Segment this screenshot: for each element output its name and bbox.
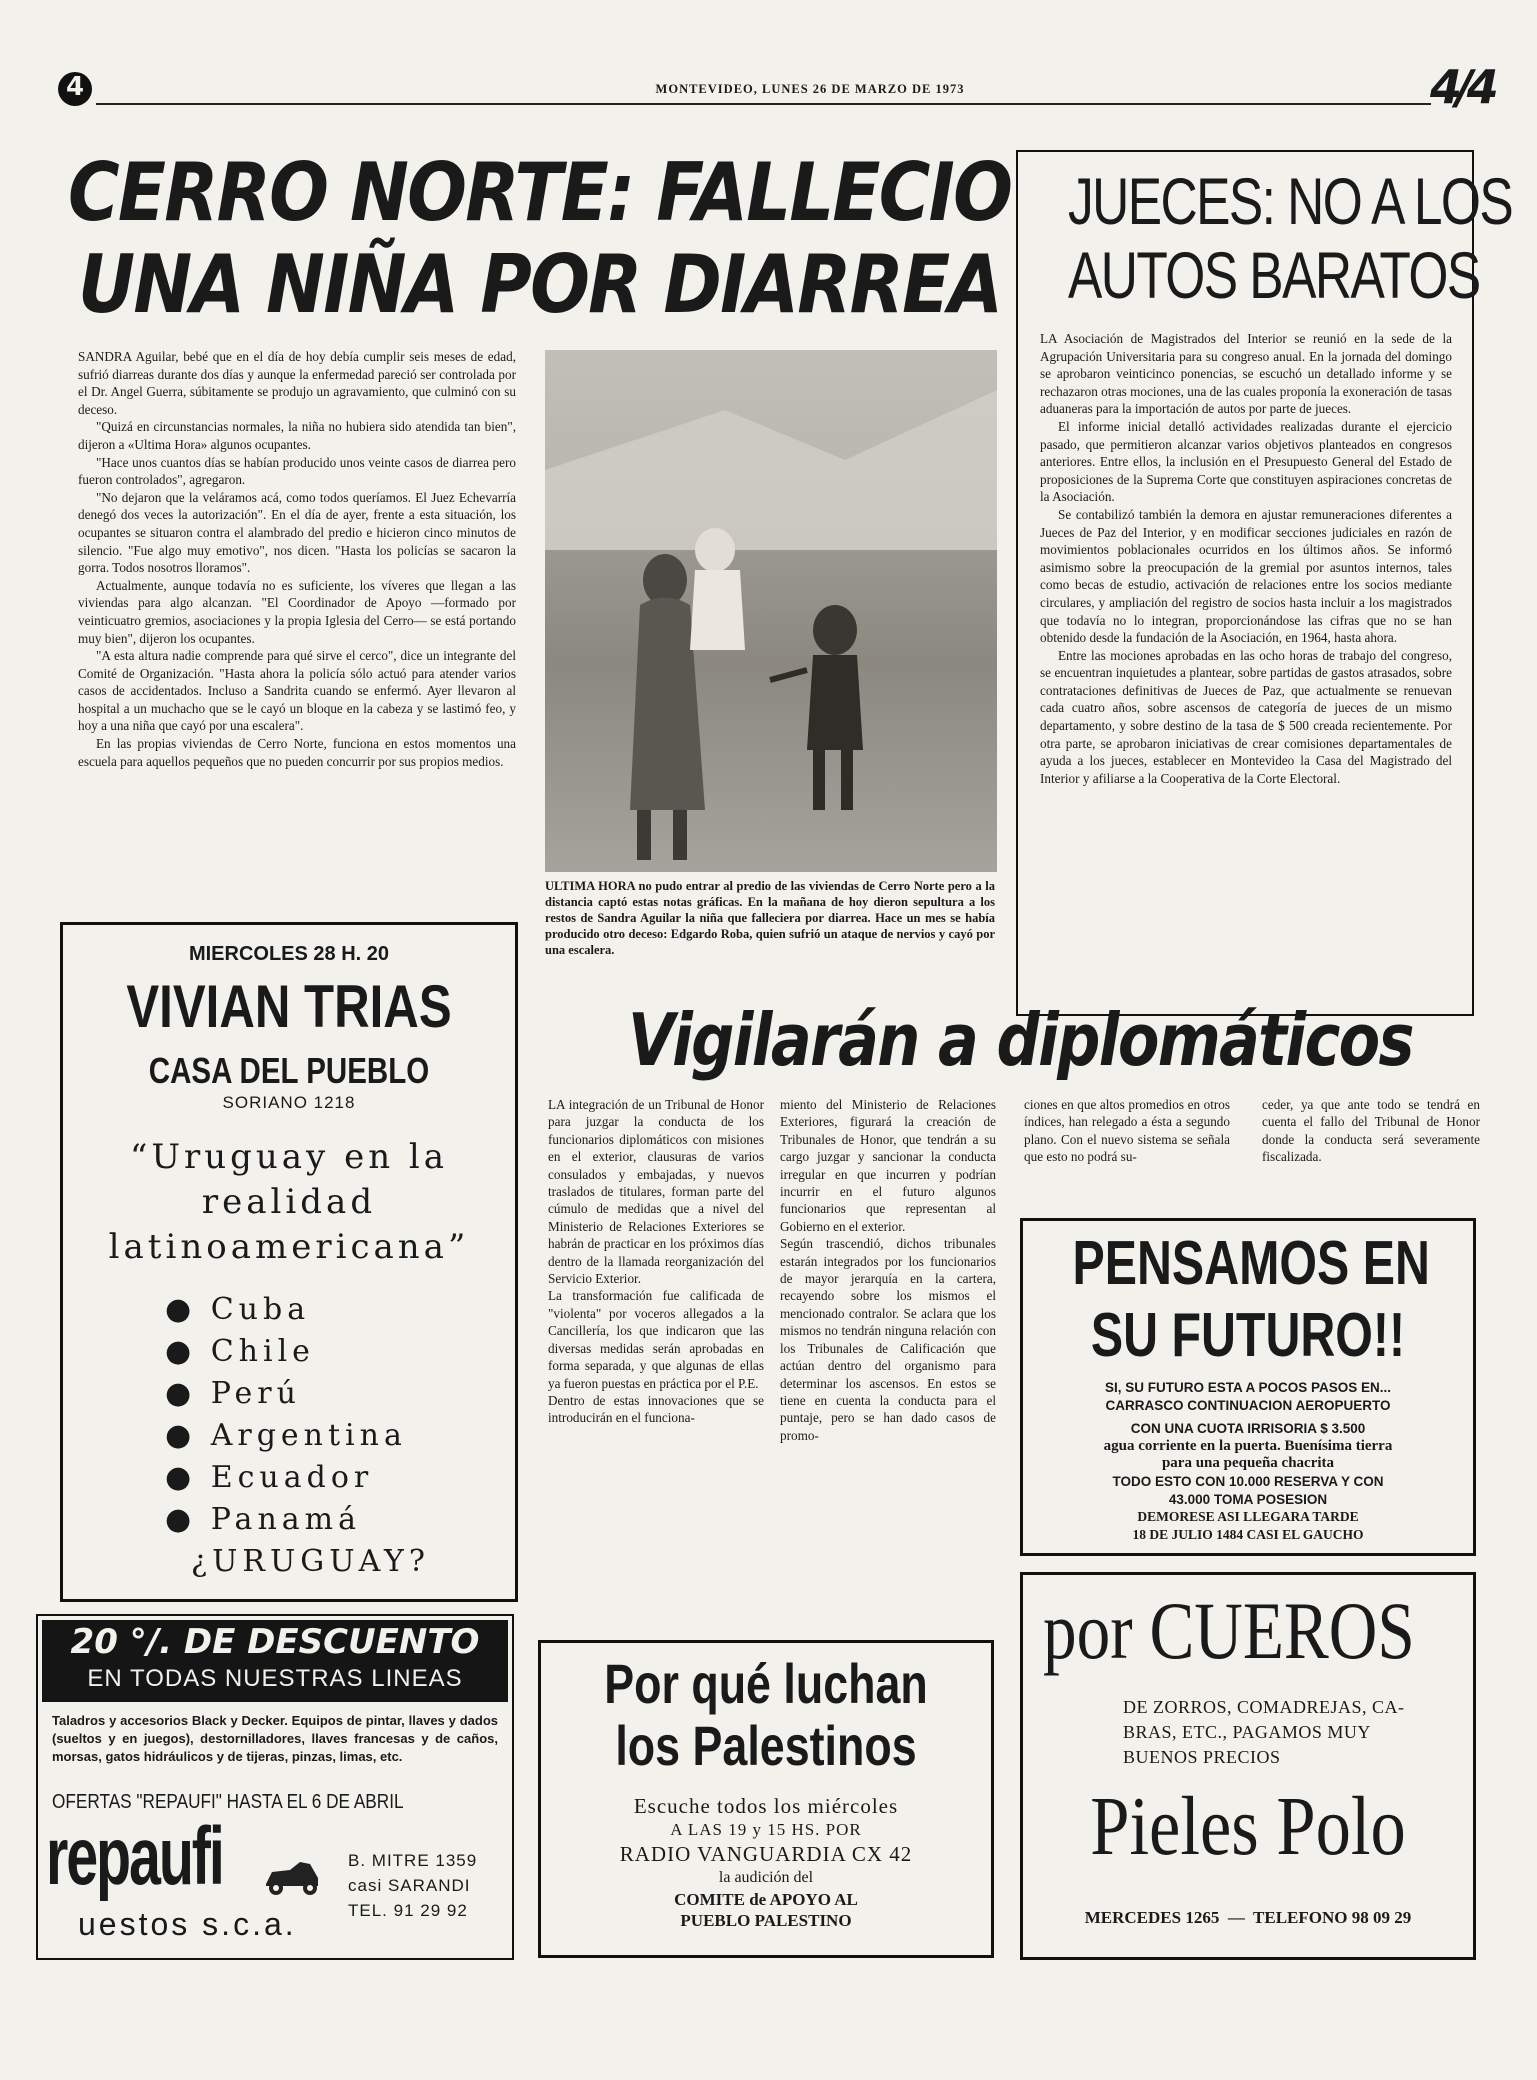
- bullet-icon: ●: [165, 1502, 211, 1537]
- repaufi-brand-sub: uestos s.c.a.: [78, 1906, 297, 1942]
- palestinos-ad: [538, 1640, 994, 1958]
- bullet-icon: ●: [165, 1418, 211, 1453]
- palestinos-details: [541, 1793, 991, 1931]
- jueces-headline-line2: AUTOS BARATOS: [1067, 238, 1480, 312]
- diplomaticos-headline: Vigilarán a diplomáticos: [628, 998, 1413, 1082]
- repaufi-offer: OFERTAS "REPAUFI" HASTA EL 6 DE ABRIL: [52, 1791, 404, 1813]
- cerro-paragraph: "No dejaron que la veláramos acá, como todos queríamos. El Juez Echevarría denegó dos veces la autorización". En el día de ayer, frente a esta situación, los ocupantes se situaron contra el alambrado del predio e hicieron cinco minutos de silencio. "Fue algo muy emotivo", nos dicen. "Hasta los policías se sacaron la gorra. Todos nosotros lloramos".: [78, 489, 516, 576]
- palestinos-line: A LAS 19 y 15 HS. POR: [670, 1820, 862, 1839]
- page-number-badge: [58, 72, 92, 106]
- trias-country-list: [165, 1289, 505, 1583]
- trias-ad: [60, 922, 518, 1602]
- trias-title-line: latinoamericana”: [108, 1227, 470, 1267]
- palestinos-line: Escuche todos los miércoles: [633, 1794, 899, 1818]
- cerro-photo-caption: ULTIMA HORA no pudo entrar al predio de las viviendas de Cerro Norte pero a la distancia captó estas notas gráficas. En la mañana de hoy dieron sepultura a los restos de Sandra Aguilar la niña que falleciera por diarrea. Hace un mes se había producido otro deceso: Edgardo Roba, quien sufrió un ataque de nervios y cayó por una escalera.: [545, 879, 995, 957]
- cerro-photo: [545, 350, 997, 872]
- jueces-box: [1016, 150, 1513, 1016]
- cerro-paragraph: "Hace unos cuantos días se habían producido unos veinte casos de diarrea pero fueron controlados", agregaron.: [78, 454, 516, 488]
- dateline: MONTEVIDEO, LUNES 26 DE MARZO DE 1973: [655, 82, 965, 96]
- corner-mark: 4/4: [1430, 60, 1493, 114]
- cerro-article-body: [78, 348, 516, 770]
- jueces-paragraph: Se contabilizó también la demora en ajustar remuneraciones diferentes a Jueces de Paz del Interior, y en modificar secciones judiciales en razón de movimientos poblacionales ocurridos en los últimos años. Se informó asimismo sobre la preocupación de la gremial por asuntos internos, tales como becas de estudio, activación de relaciones entre los socios mediante circulares, y ampliación del registro de socios hasta incluir a los magistrados que todavía no lo integran, proporcionándose las cifras que no se han obtenido desde la fundación de la Asociación, en 1964, hasta ahora.: [1040, 506, 1452, 646]
- cueros-ad: [1020, 1572, 1476, 1960]
- country-item: ● Ecuador: [165, 1460, 374, 1495]
- pensamos-headline-line1: PENSAMOS EN: [1072, 1229, 1430, 1298]
- cueros-line: BUENOS PRECIOS: [1123, 1747, 1281, 1767]
- country-item: ● Argentina: [165, 1418, 407, 1453]
- repaufi-banner-subtitle: EN TODAS NUESTRAS LINEAS: [87, 1665, 463, 1692]
- cerro-paragraph: "Quizá en circunstancias normales, la niña no hubiera sido atendida tan bien", dijeron a «Ultima Hora» algunos ocupantes.: [78, 419, 516, 452]
- pensamos-line: 18 DE JULIO 1484 CASI EL GAUCHO: [1132, 1526, 1364, 1542]
- trias-title: [63, 1135, 515, 1270]
- bullet-icon: ●: [165, 1376, 211, 1411]
- repaufi-address-line: TEL. 91 29 92: [348, 1901, 468, 1920]
- trias-venue: CASA DEL PUEBLO: [148, 1050, 430, 1091]
- jueces-headline-line1: JUECES: NO A LOS: [1067, 164, 1513, 238]
- pensamos-line: DEMORESE ASI LLEGARA TARDE: [1137, 1509, 1359, 1525]
- cerro-paragraph: "A esta altura nadie comprende para qué sirve el cerco", dice un integrante del Comité de Organización. "Hasta ahora la policía sólo actuó para atender varios casos de accidentados. Incluso a Sandrita cuando se enfermó. Ayer llevaron al hospital a un muchacho que se le cayó un bloque en la cabeza y se lastimó feo, y hoy a una niña que cayó por una escalera".: [78, 648, 516, 734]
- trias-title-line: realidad: [201, 1182, 377, 1222]
- jueces-paragraph: Entre las mociones aprobadas en las ocho horas de trabajo del congreso, se encuentran inquietudes a plantear, sobre partidas de gastos atrasados, sobre contrataciones definitivas de Jueces de Paz, que actualmente se renuevan cada cuatro años, sobre ascensos de categoría de jueces de un mismo departamento, y sobre destino de la tasa de $ 500 creada recientemente. Por otra parte, se aprobaron iniciativas de crear comisiones departamentales de ayuda a los jueces, establecer en Montevideo la Casa del Magistrado del Interior y afiliarse a la Cooperativa de la Corte Electoral.: [1040, 647, 1452, 786]
- trias-question: ¿URUGUAY?: [191, 1544, 430, 1579]
- pensamos-line: SI, SU FUTURO ESTA A POCOS PASOS EN...: [1104, 1380, 1392, 1395]
- bullet-icon: ●: [165, 1334, 211, 1369]
- trias-date: MIERCOLES 28 H. 20: [188, 943, 390, 965]
- diplomaticos-column-1: LA integración de un Tribunal de Honor para juzgar la conducta de los funcionarios diplomáticos con misiones en el exterior, clausuras de varios consulados y embajadas, y nuevos traslados de titulares, forman parte del cúmulo de medidas que a nivel del Ministerio de Relaciones Exteriores se habrán de practicar en los próximos días dentro de la llamada reorganización del Servicio Exterior. La transformación fue calificada de "violenta" por voceros allegados a la Cancillería, los que indicaron que las diversas medidas serán aprobadas en forma separada, y que algunas de ellas ya fueron puestas en práctica por el P.E. Dentro de estas innovaciones que se introducirán en el funciona-: [548, 1097, 764, 1426]
- pensamos-headline-line2: SU FUTURO!!: [1090, 1301, 1406, 1370]
- cueros-line: DE ZORROS, COMADREJAS, CA-: [1123, 1697, 1405, 1717]
- palestinos-line: COMITE de APOYO AL: [674, 1890, 858, 1909]
- diplomaticos-column-2: miento del Ministerio de Relaciones Exteriores, figurará la creación de Tribunales de Honor, que tendrán a su cargo juzgar y sancionar la conducta irregular en que incurren y podrían incurrir en el futuro algunos funcionarios que representan al Gobierno en el exterior. Según trascendió, dichos tribunales estarán integrados por los funcionarios de mayor jerarquía en la cartera, recayendo sobre los mismos el mencionado contralor. Se aclara que los mismos no tendrán ninguna relación con los Tribunales de Calificación que actúan dentro del organismo para determinar los ascensos. En estos se tiene en cuenta la conducta para el puntaje, pero se han dado casos de promo-: [780, 1097, 996, 1443]
- jueces-article-body: [1040, 330, 1452, 787]
- cerro-headline-line2: UNA NIÑA POR DIARREA: [78, 238, 1002, 331]
- country-item: ● Panamá: [165, 1502, 361, 1537]
- repaufi-brand-logo: repaufi: [46, 1811, 223, 1902]
- trias-title-line: “Uruguay en la: [129, 1137, 449, 1177]
- pensamos-details: [1027, 1379, 1469, 1543]
- cueros-brand: Pieles Polo: [1090, 1780, 1406, 1873]
- repaufi-address-line: casi SARANDI: [348, 1876, 471, 1895]
- cueros-line: BRAS, ETC., PAGAMOS MUY: [1123, 1722, 1371, 1742]
- palestinos-headline-line2: los Palestinos: [615, 1714, 917, 1777]
- pensamos-line: CON UNA CUOTA IRRISORIA $ 3.500: [1130, 1421, 1366, 1437]
- repaufi-banner: [42, 1620, 508, 1702]
- country-item: ● Chile: [165, 1334, 315, 1369]
- page-number: 4: [65, 72, 85, 102]
- palestinos-line: RADIO VANGUARDIA CX 42: [619, 1842, 913, 1866]
- bullet-icon: ●: [165, 1292, 211, 1327]
- diplomaticos-column-4: ceder, ya que ante todo se tendrá en cuenta el fallo del Tribunal de Honor donde la conducta será severamente fiscalizada.: [1262, 1097, 1480, 1165]
- cueros-footer: MERCEDES 1265 — TELEFONO 98 09 29: [1084, 1908, 1412, 1927]
- pensamos-line: 43.000 TOMA POSESION: [1168, 1491, 1328, 1507]
- header-rule: [96, 103, 1431, 105]
- palestinos-line: PUEBLO PALESTINO: [680, 1911, 852, 1930]
- jueces-paragraph: El informe inicial detalló actividades realizadas durante el ejercicio pasado, que permitieron alcanzar varios objetivos planteados en congresos anteriores. Entre ellos, la inclusión en el Presupuesto General del Estado de proposiciones de la Suprema Corte que constituyen aspiraciones concretas de la Asociación.: [1040, 418, 1452, 505]
- jueces-paragraph: LA Asociación de Magistrados del Interior se reunió en la sede de la Agrupación Universitaria para su congreso anual. En la jornada del domingo se aprobaron veinticinco ponencias, se escuchó un detallado informe y se rechazaron otras mociones, una de las cuales proponía la exoneración de tasas aduaneras para la importación de autos por parte de jueces.: [1040, 331, 1452, 417]
- trias-address: SORIANO 1218: [222, 1093, 356, 1112]
- repaufi-address: [348, 1848, 508, 1923]
- cerro-paragraph: SANDRA Aguilar, bebé que en el día de hoy debía cumplir seis meses de edad, sufrió diarreas durante dos días y aunque la enfermedad pareció ser controlada por el Dr. Angel Guerra, súbitamente se produjo un agravamiento, que culminó con su deceso.: [78, 349, 516, 417]
- cerro-headline-line1: CERRO NORTE: FALLECIO: [68, 146, 1012, 239]
- cerro-paragraph: En las propias viviendas de Cerro Norte, funciona en estos momentos una escuela para aquellos pequeños que no pueden concurrir por sus propios medios.: [78, 736, 516, 769]
- palestinos-headline-line1: Por qué luchan: [604, 1652, 928, 1715]
- repaufi-address-line: B. MITRE 1359: [348, 1851, 478, 1870]
- country-item: ● Perú: [165, 1376, 301, 1411]
- car-icon: [260, 1858, 324, 1898]
- diplomaticos-column-3: ciones en que altos promedios en otros índices, han relegado a ésta a segundo plano. Con el nuevo sistema se señala que esto no podrá su-: [1024, 1097, 1230, 1165]
- cerro-photo-figures: [545, 350, 997, 872]
- trias-name: VIVIAN TRIAS: [126, 973, 452, 1040]
- repaufi-ad: [36, 1614, 514, 1960]
- repaufi-body: Taladros y accesorios Black y Decker. Equipos de pintar, llaves y dados (sueltos y en juegos), destornilladores, llaves francesas y de caños, morsas, gatos hidráulicos y de tijeras, pinzas, limas, etc.: [52, 1713, 498, 1764]
- pensamos-line: para una pequeña chacrita: [1161, 1455, 1335, 1472]
- cerro-paragraph: Actualmente, aunque todavía no es suficiente, los víveres que llegan a las viviendas para algo alcanzan. "El Coordinador de Apoyo —formado por veinticuatro gremios, asociaciones y la propia Iglesia del Cerro— se está portando muy bien", dijeron los ocupantes.: [78, 577, 516, 646]
- country-item: ● Cuba: [165, 1292, 311, 1327]
- pensamos-ad: [1020, 1218, 1476, 1556]
- pensamos-line: CARRASCO CONTINUACION AEROPUERTO: [1105, 1397, 1391, 1413]
- pensamos-line: agua corriente en la puerta. Buenísima tierra: [1103, 1437, 1393, 1454]
- cueros-text: [1123, 1695, 1463, 1770]
- palestinos-line: la audición del: [718, 1869, 814, 1886]
- cueros-headline: por CUEROS: [1043, 1585, 1415, 1676]
- pensamos-line: TODO ESTO CON 10.000 RESERVA Y CON: [1112, 1473, 1384, 1489]
- bullet-icon: ●: [165, 1460, 211, 1495]
- repaufi-banner-title: 20 °/. DE DESCUENTO: [70, 1622, 480, 1662]
